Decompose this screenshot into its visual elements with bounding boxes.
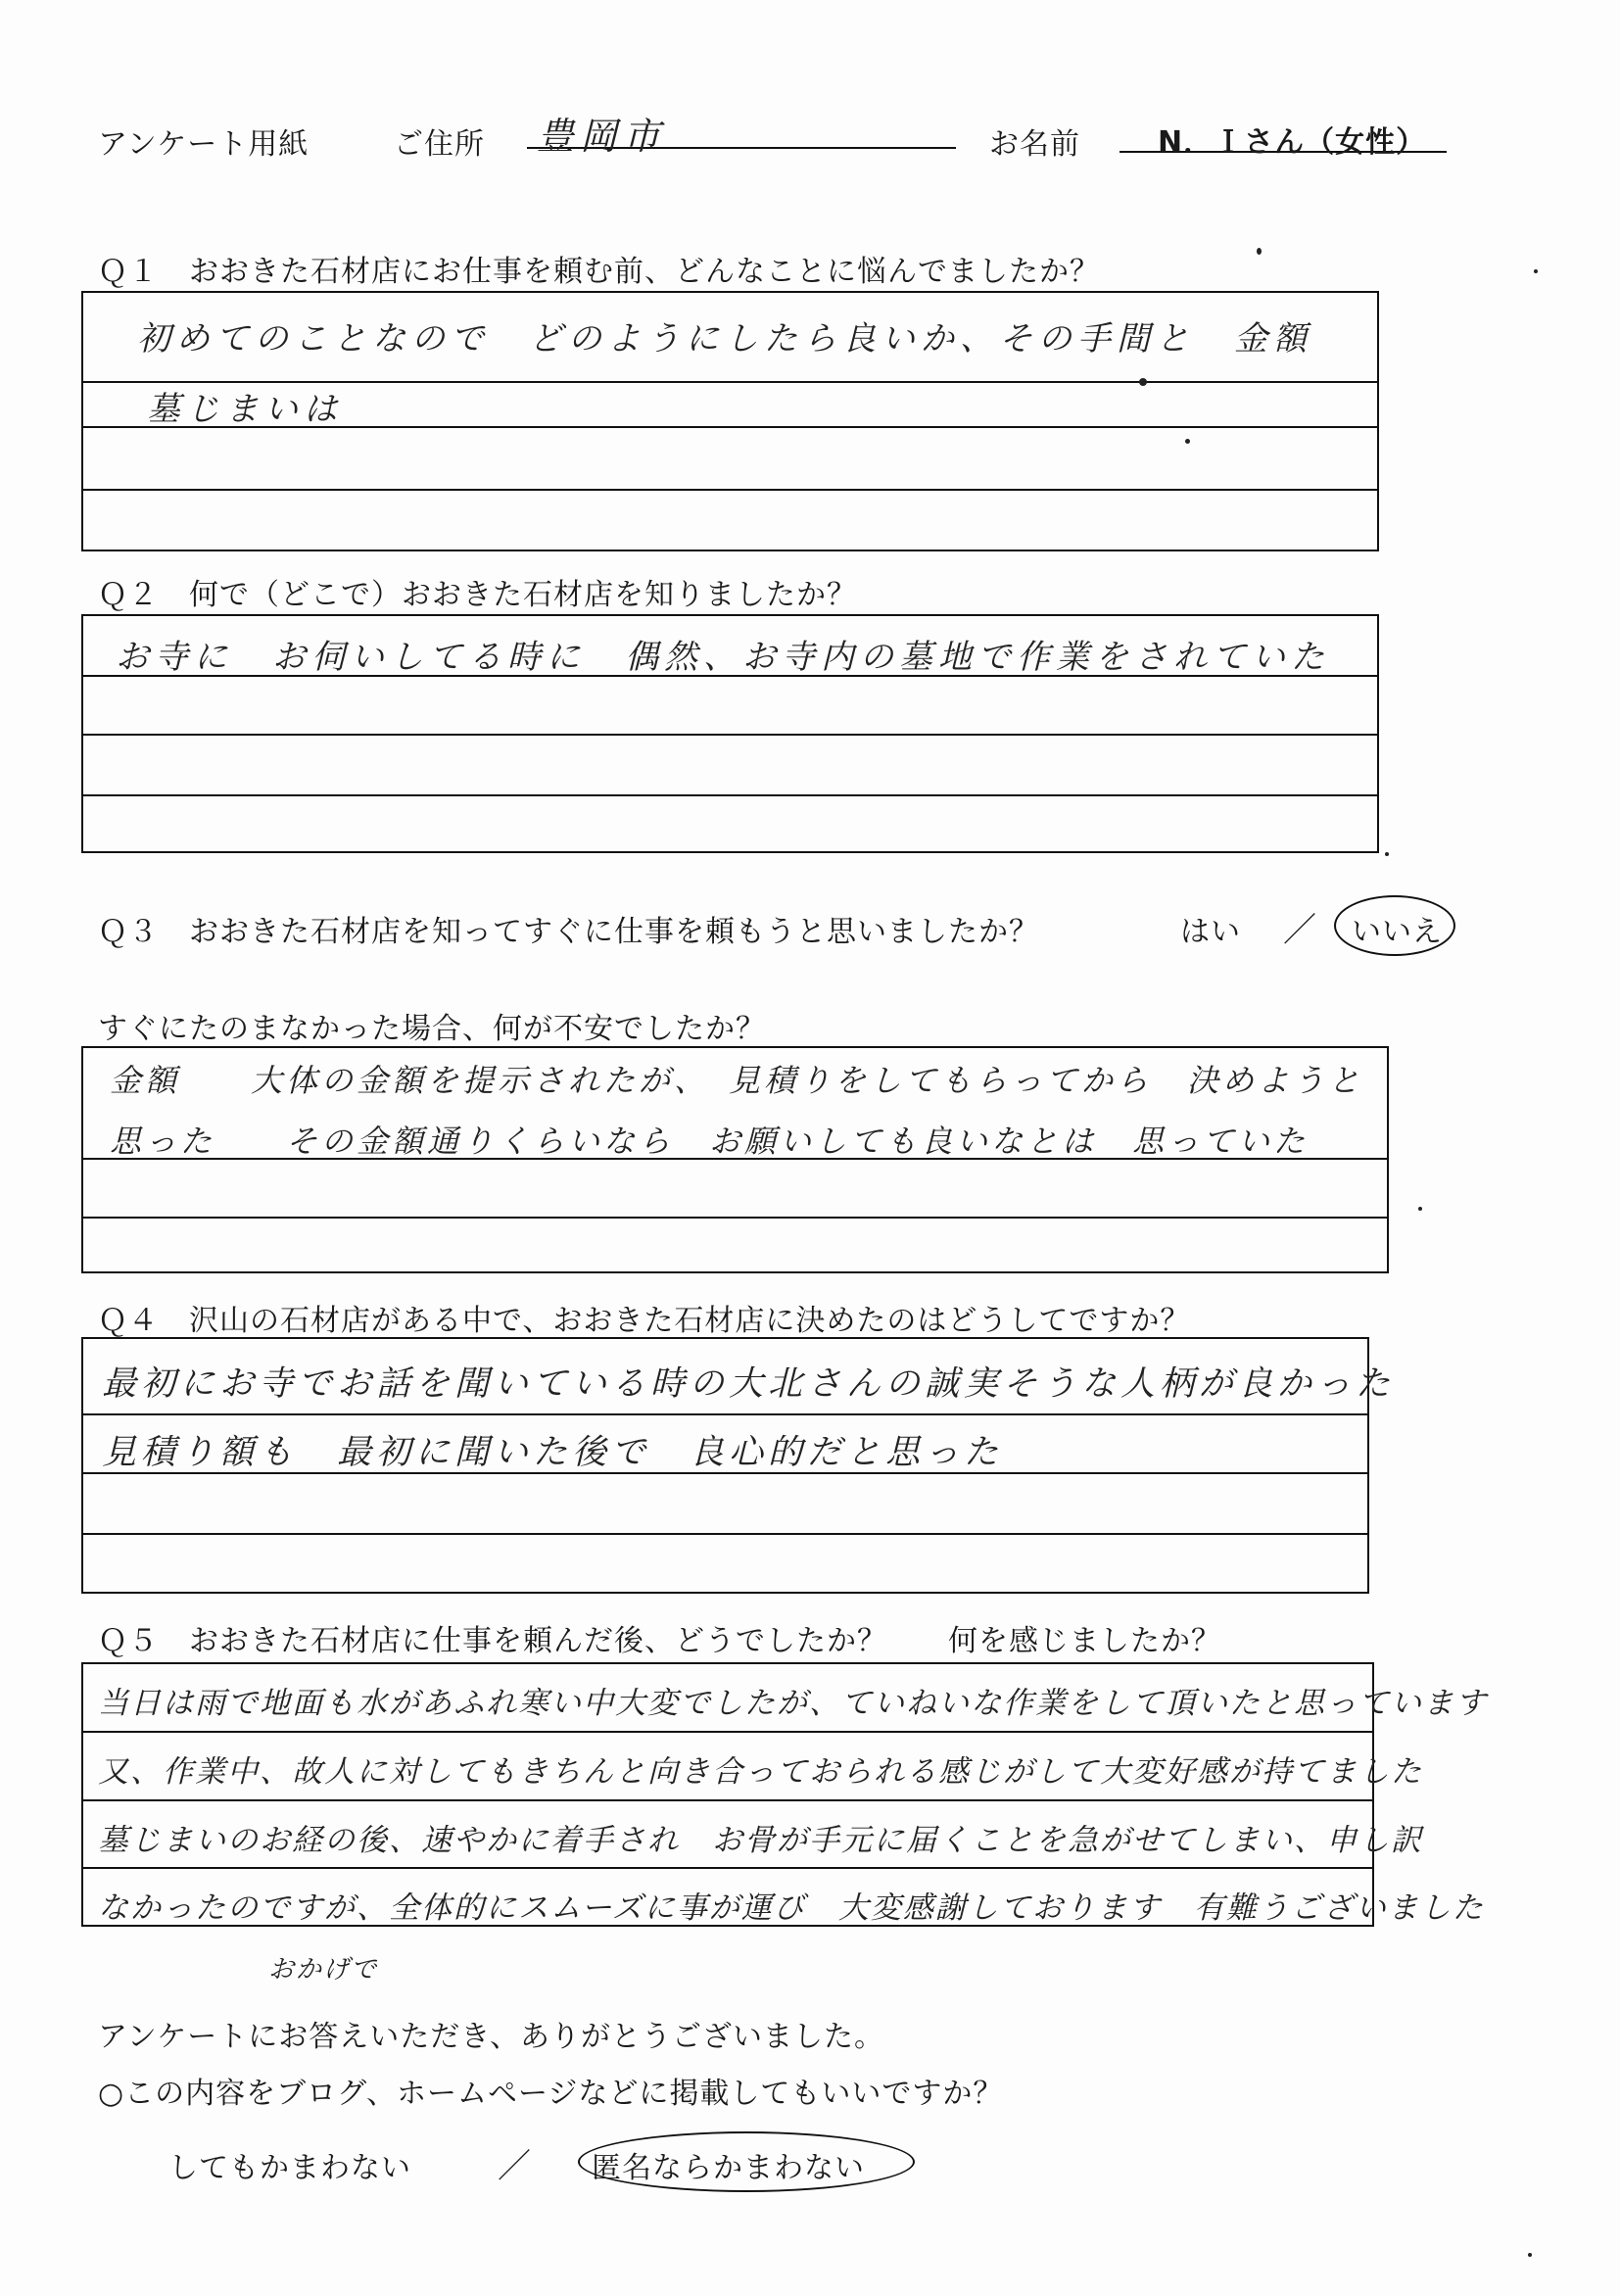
q1-answer-line-1: 初めてのことなので どのようにしたら良いか、その手間と 金額 <box>137 319 1312 359</box>
footer-thanks: アンケートにお答えいただき、ありがとうございました。 <box>98 2020 884 2054</box>
footer-permission-question: ○この内容をブログ、ホームページなどに掲載してもいいですか？ <box>98 2077 1004 2111</box>
scan-speck <box>1139 378 1147 386</box>
name-label: お名前 <box>989 127 1080 162</box>
scan-speck <box>1418 1207 1422 1211</box>
q4-answer-line-1: 最初にお寺でお話を聞いている時の大北さんの誠実そうな人柄が良かった <box>102 1364 1396 1404</box>
q3-yes-option: はい <box>1180 915 1241 949</box>
q5-insertion-note: おかげで <box>268 1955 379 1985</box>
address-label: ご住所 <box>394 127 485 162</box>
q4-answer-line-2: 見積り額も 最初に聞いた後で 良心的だと思った <box>102 1433 1004 1472</box>
scan-speck <box>1185 439 1190 444</box>
footer-option-ok: してもかまわない <box>168 2151 411 2185</box>
q3-answer-line-1: 金額 大体の金額を提示されたが、 見積りをしてもらってから 決めようと <box>110 1062 1364 1099</box>
q2-answer-line-1: お寺に お伺いしてる時に 偶然、お寺内の墓地で作業をされていた <box>116 638 1330 677</box>
q2-label: Ｑ２ 何で（どこで）おおきた石材店を知りましたか？ <box>98 578 857 612</box>
q5-answer-line-2: 又、作業中、故人に対してもきちんと向き合っておられる感じがして大変好感が持てました <box>98 1754 1423 1790</box>
q1-label: Ｑ１ おおきた石材店にお仕事を頼む前、どんなことに悩んでましたか？ <box>98 255 1100 289</box>
anonymous-circle-mark <box>578 2131 915 2192</box>
q3-no-circle-mark <box>1334 895 1455 956</box>
scan-speck <box>1257 248 1262 255</box>
q3-slash: ／ <box>1283 911 1317 950</box>
q3-sub-label: すぐにたのまなかった場合、何が不安でしたか？ <box>98 1012 766 1046</box>
footer-slash: ／ <box>498 2147 532 2186</box>
footer-option-anonymous: 匿名ならかまわない <box>592 2151 865 2185</box>
q5-answer-line-1: 当日は雨で地面も水があふれ寒い中大変でしたが、ていねいな作業をして頂いたと思っています <box>98 1686 1488 1721</box>
q3-no-option: いいえ <box>1352 915 1443 949</box>
q3-label: Ｑ３ おおきた石材店を知ってすぐに仕事を頼もうと思いましたか？ <box>98 915 1039 949</box>
q4-label: Ｑ４ 沢山の石材店がある中で、おおきた石材店に決めたのはどうしてですか？ <box>98 1304 1191 1338</box>
scan-speck <box>1528 2253 1532 2257</box>
q5-answer-line-3: 墓じまいのお経の後、速やかに着手され お骨が手元に届くことを急がせてしまい、申し訳 <box>98 1823 1423 1858</box>
form-title: アンケート用紙 <box>98 127 310 162</box>
name-value: N．Ｉさん（女性） <box>1158 125 1427 160</box>
q1-answer-line-2: 墓じまいは <box>147 390 343 429</box>
q5-answer-line-4: なかったのですが、全体的にスムーズに事が運び 大変感謝しております 有難うございました <box>98 1890 1485 1926</box>
q3-answer-line-2: 思った その金額通りくらいなら お願いしても良いなとは 思っていた <box>110 1123 1310 1160</box>
scan-speck <box>1385 852 1389 856</box>
address-value: 豊岡市 <box>537 115 667 158</box>
q5-label: Ｑ５ おおきた石材店に仕事を頼んだ後、どうでしたか？ 何を感じましたか？ <box>98 1624 1221 1658</box>
scan-speck <box>1534 269 1538 273</box>
